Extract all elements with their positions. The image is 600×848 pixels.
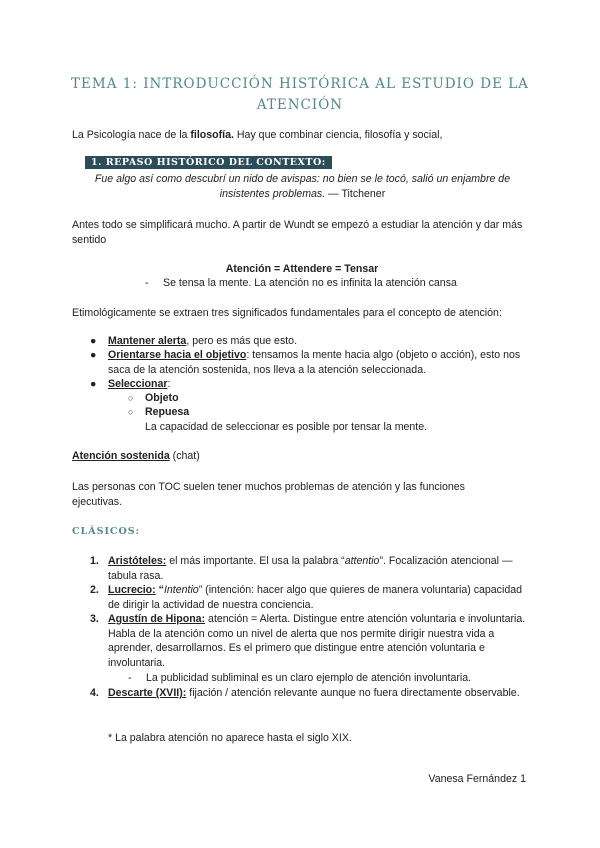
- number-marker: 3.: [90, 613, 99, 625]
- classic-name: Aristóteles:: [108, 555, 167, 567]
- meaning-term: Mantener alerta: [108, 335, 187, 347]
- subliminal-text: La publicidad subliminal es un claro ejemplo de atención involuntaria.: [146, 672, 472, 684]
- circle-marker: ○: [128, 393, 134, 403]
- toc-paragraph: Las personas con TOC suelen tener muchos problemas de atención y las funciones ejecutivas.: [72, 481, 465, 508]
- classics-heading: CLÁSICOS:: [72, 526, 141, 537]
- meaning-term: Seleccionar: [108, 378, 168, 390]
- page-footer: Vanesa Fernández 1: [428, 773, 526, 785]
- wundt-paragraph: Antes todo se simplificará mucho. A partir de Wundt se empezó a estudiar la atención y dar más sentido: [72, 219, 523, 246]
- equation-line: [72, 262, 532, 277]
- classic-name: Lucrecio:: [108, 584, 156, 596]
- classic-text: fijación / atención relevante aunque no fuera directamente observable.: [186, 687, 520, 699]
- classic-italic: attentio: [344, 555, 380, 567]
- bullet-marker: ●: [90, 335, 97, 347]
- select-note: La capacidad de seleccionar es posible por tensar la mente.: [145, 421, 428, 433]
- list-item: [90, 334, 530, 349]
- dash-marker: -: [128, 672, 132, 684]
- classic-text-end: ”. Focalización atencional — tabula rasa.: [108, 555, 513, 582]
- list-item: [90, 686, 530, 701]
- equation-note-text: Se tensa la mente. La atención no es infinita la atención cansa: [163, 277, 457, 289]
- bullet-marker: ●: [90, 349, 97, 361]
- intro-text-end: Hay que combinar ciencia, filosofía y social,: [233, 129, 443, 141]
- meaning-text: : tensamos la mente hacia algo (objeto o acción), esto nos saca de la atención sostenida, nos lleva a la atención seleccionada.: [108, 349, 521, 376]
- sub-item-label: Repuesa: [145, 406, 190, 418]
- page-title: TEMA 1: INTRODUCCIÓN HISTÓRICA AL ESTUDIO DE LA ATENCIÓN: [71, 76, 529, 113]
- meaning-text: :: [167, 378, 171, 390]
- etymology-paragraph: Etimológicamente se extraen tres significados fundamentales para el concepto de atención:: [72, 307, 502, 319]
- number-marker: 2.: [90, 584, 99, 596]
- sub-list-item: [128, 405, 189, 420]
- sustained-term: Atención sostenida: [72, 450, 170, 462]
- classic-name: Descarte (XVII):: [108, 687, 187, 699]
- list-item: [90, 554, 530, 583]
- list-item: [90, 583, 530, 612]
- section-heading-repaso: 1. REPASO HISTÓRICO DEL CONTEXTO:: [85, 156, 332, 169]
- circle-marker: ○: [128, 407, 134, 417]
- equation-text: Atención = Attendere = Tensar: [225, 263, 379, 275]
- number-marker: 4.: [90, 687, 99, 699]
- titchener-quote: [80, 172, 525, 201]
- equation-note: [145, 276, 535, 291]
- sustained-attention-line: [72, 449, 532, 464]
- classic-text: atención = Alerta. Distingue entre atención voluntaria e involuntaria. Habla de la atención como un nivel de alerta que nos permite dirigir nuestra vida a aprender, desarrollarnos. Es el primero que distingue entre atención voluntaria e involuntaria.: [108, 613, 526, 669]
- dash-marker: -: [145, 277, 149, 289]
- intro-paragraph: [72, 128, 532, 143]
- intro-bold: filosofía.: [190, 129, 234, 141]
- sub-list-item: [128, 391, 179, 406]
- quote-author: — Titchener: [325, 187, 386, 200]
- sustained-text: (chat): [169, 450, 200, 462]
- footnote: * La palabra atención no aparece hasta el siglo XIX.: [108, 732, 352, 744]
- classic-name: Agustín de Hipona:: [108, 613, 206, 625]
- bullet-marker: ●: [90, 378, 97, 390]
- meaning-term: Orientarse hacia el objetivo: [108, 349, 247, 361]
- list-item: [90, 612, 530, 670]
- list-item: [90, 377, 530, 392]
- subliminal-note: [128, 671, 528, 686]
- sub-item-label: Objeto: [145, 392, 179, 404]
- intro-text: La Psicología nace de la: [72, 129, 191, 141]
- classic-text: el más importante. El usa la palabra “: [166, 555, 345, 567]
- list-item: [90, 348, 530, 377]
- classic-text-end: ” (intención: hacer algo que quieres de manera voluntaria) capacidad de dirigir la actividad de nuestra conciencia.: [108, 584, 523, 611]
- meaning-text: , pero es más que esto.: [186, 335, 298, 347]
- classic-italic: Intentio: [163, 584, 199, 596]
- number-marker: 1.: [90, 555, 99, 567]
- quote-text: Fue algo así como descubrí un nido de avispas: no bien se le tocó, salió un enjambre de insistentes problemas.: [94, 173, 511, 200]
- classic-text: “: [155, 584, 164, 596]
